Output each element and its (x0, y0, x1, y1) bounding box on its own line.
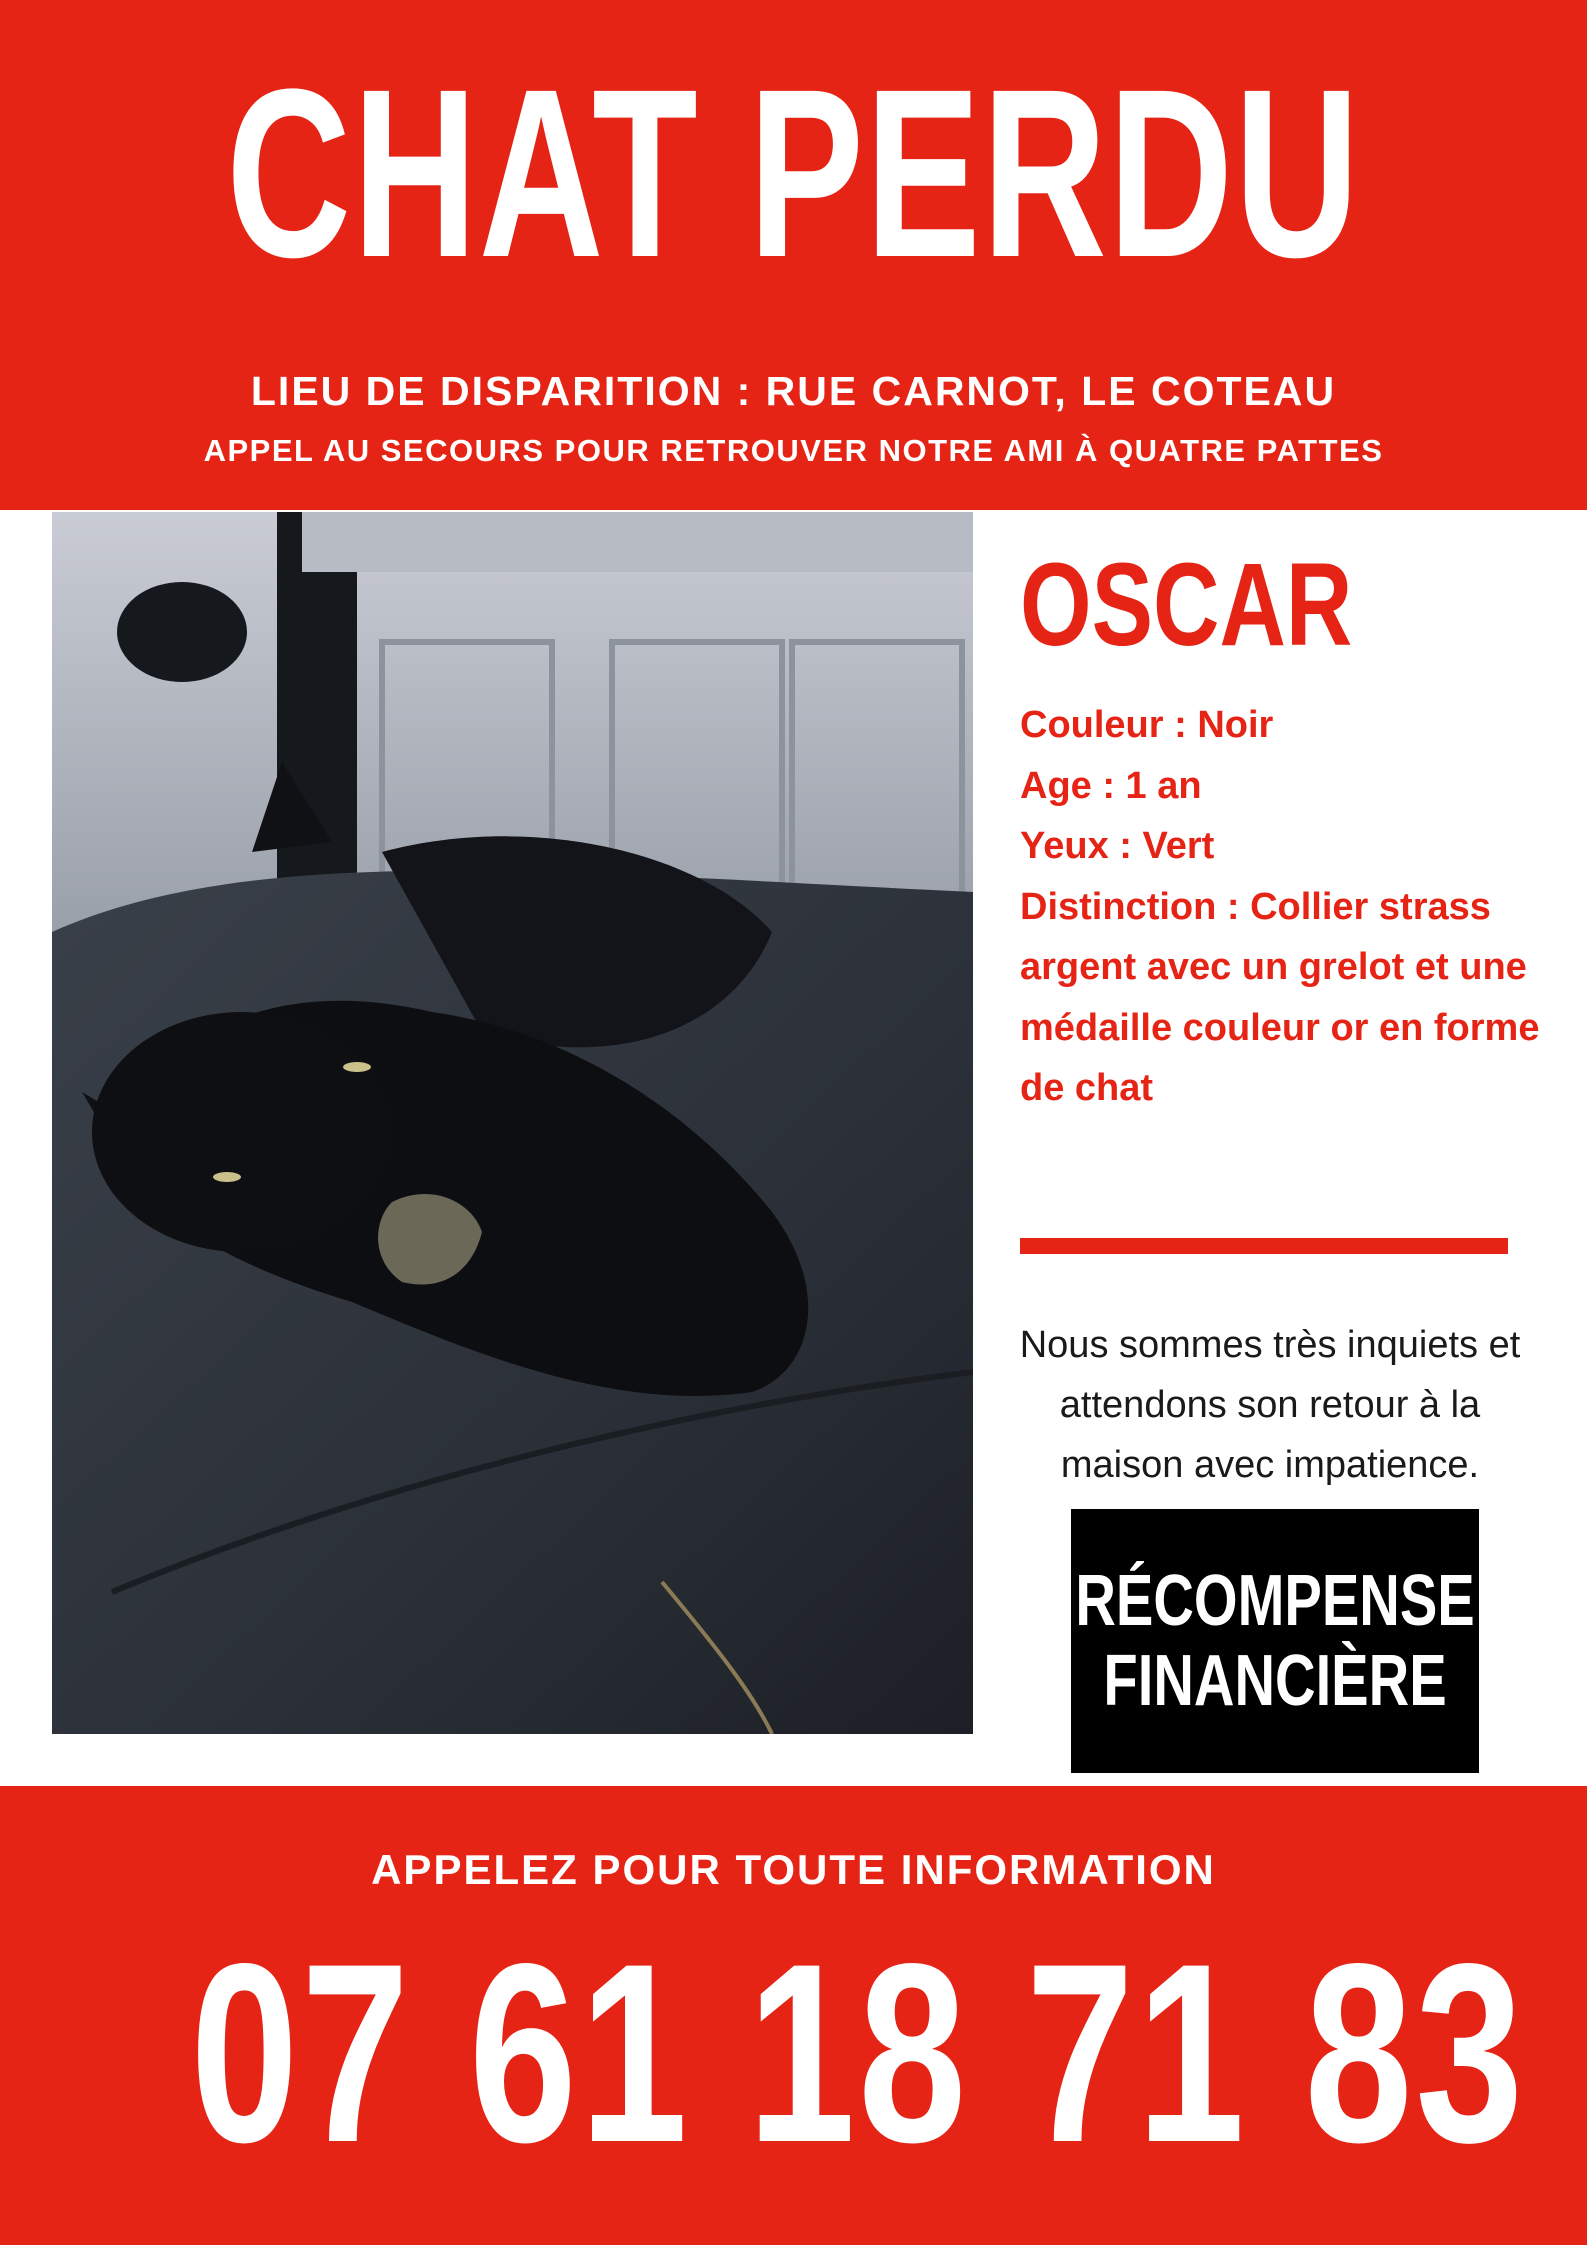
reward-line-1: RÉCOMPENSE (1075, 1561, 1475, 1641)
call-label: APPELEZ POUR TOUTE INFORMATION (371, 1846, 1216, 1893)
appeal-text: APPEL AU SECOURS POUR RETROUVER NOTRE AMI À QUATRE PATTES (203, 433, 1384, 468)
detail-distinction: Distinction : Collier strass argent avec un grelot et une médaille couleur or en forme de chat (1020, 885, 1540, 1109)
footer-banner (0, 1786, 1587, 2245)
divider-bar (1020, 1238, 1508, 1254)
cat-photo (52, 512, 973, 1734)
message-text: Nous sommes très inquiets et attendons son retour à la maison avec impatience. (1019, 1324, 1521, 1486)
phone-number: 07 61 18 71 83 (190, 1911, 1527, 2196)
cat-details (1020, 695, 1540, 1119)
detail-eyes: Yeux : Vert (1020, 825, 1215, 867)
reward-line-2: FINANCIÈRE (1103, 1641, 1447, 1721)
location-text: LIEU DE DISPARITION : RUE CARNOT, LE COTEAU (250, 368, 1337, 414)
detail-age: Age : 1 an (1020, 764, 1202, 807)
header-banner (0, 0, 1587, 510)
cat-name: OSCAR (1020, 539, 1353, 671)
reward-box (1071, 1509, 1479, 1773)
detail-color: Couleur : Noir (1020, 704, 1274, 746)
cat-photo-illustration (52, 512, 973, 1734)
poster-title: CHAT PERDU (226, 39, 1361, 307)
